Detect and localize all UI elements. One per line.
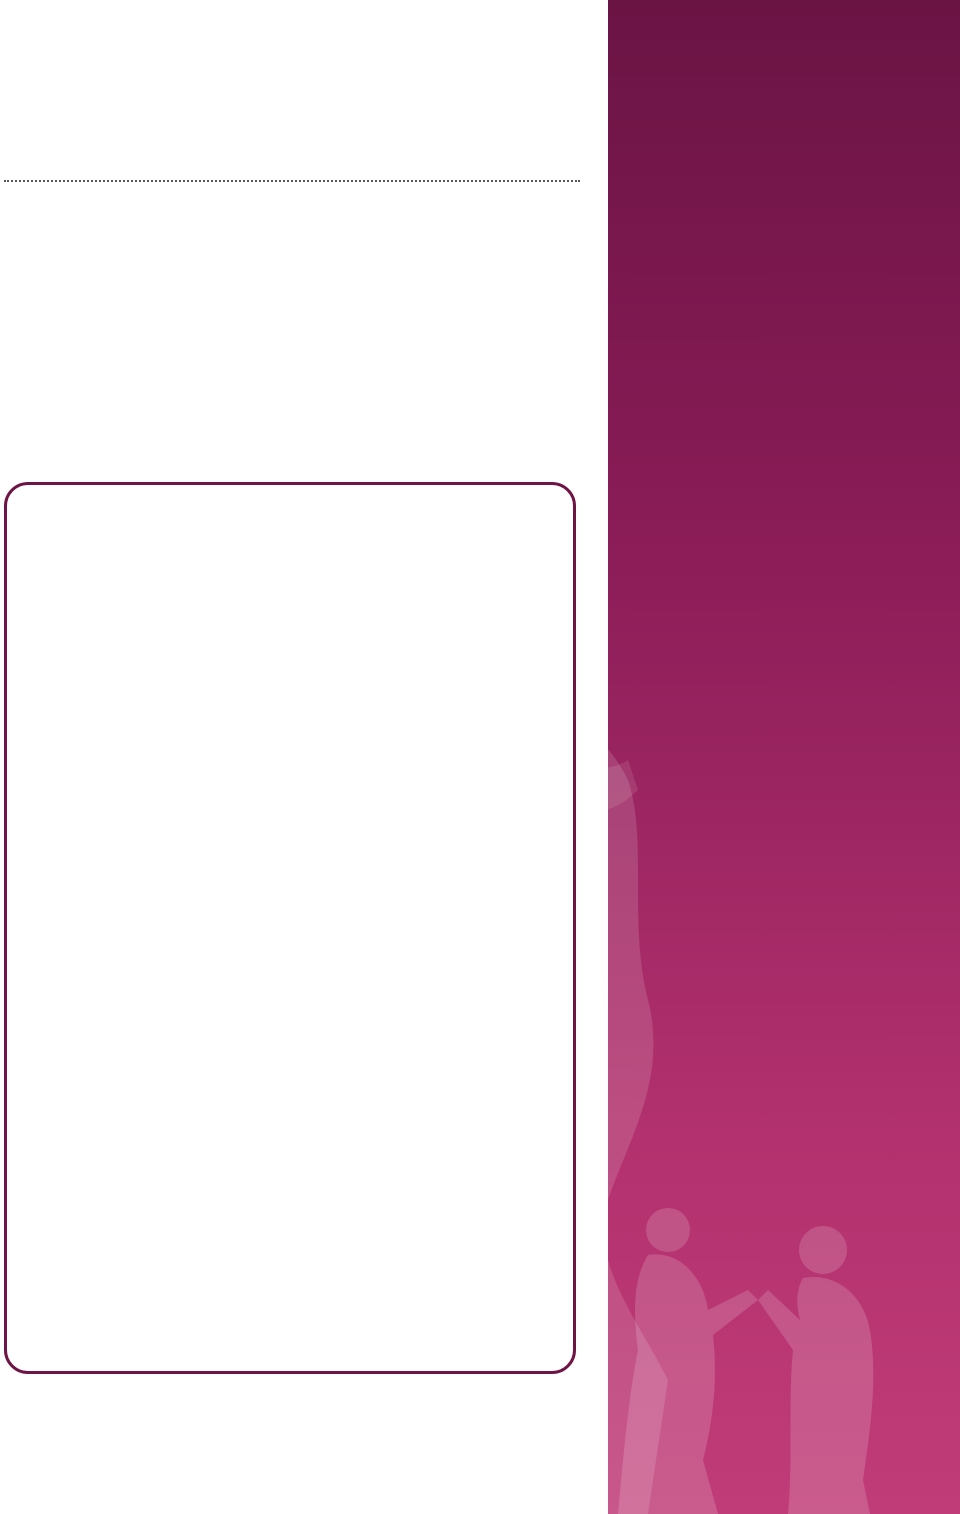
information-box: [4, 482, 576, 1374]
course-place-row: [40, 969, 50, 995]
course-place-row: [40, 690, 50, 716]
course-time-row: [40, 931, 50, 957]
dance-sidebar: [608, 0, 960, 1514]
sidebar-graphic: [608, 0, 960, 1514]
course-cost-row: [40, 766, 50, 792]
course-leader-row: [40, 804, 50, 830]
course-leader-row: [40, 1084, 50, 1110]
course-time-row: [40, 652, 50, 678]
course-cost-row: [40, 1045, 50, 1071]
dotted-divider: [4, 180, 580, 182]
registration-row: [40, 1160, 46, 1186]
